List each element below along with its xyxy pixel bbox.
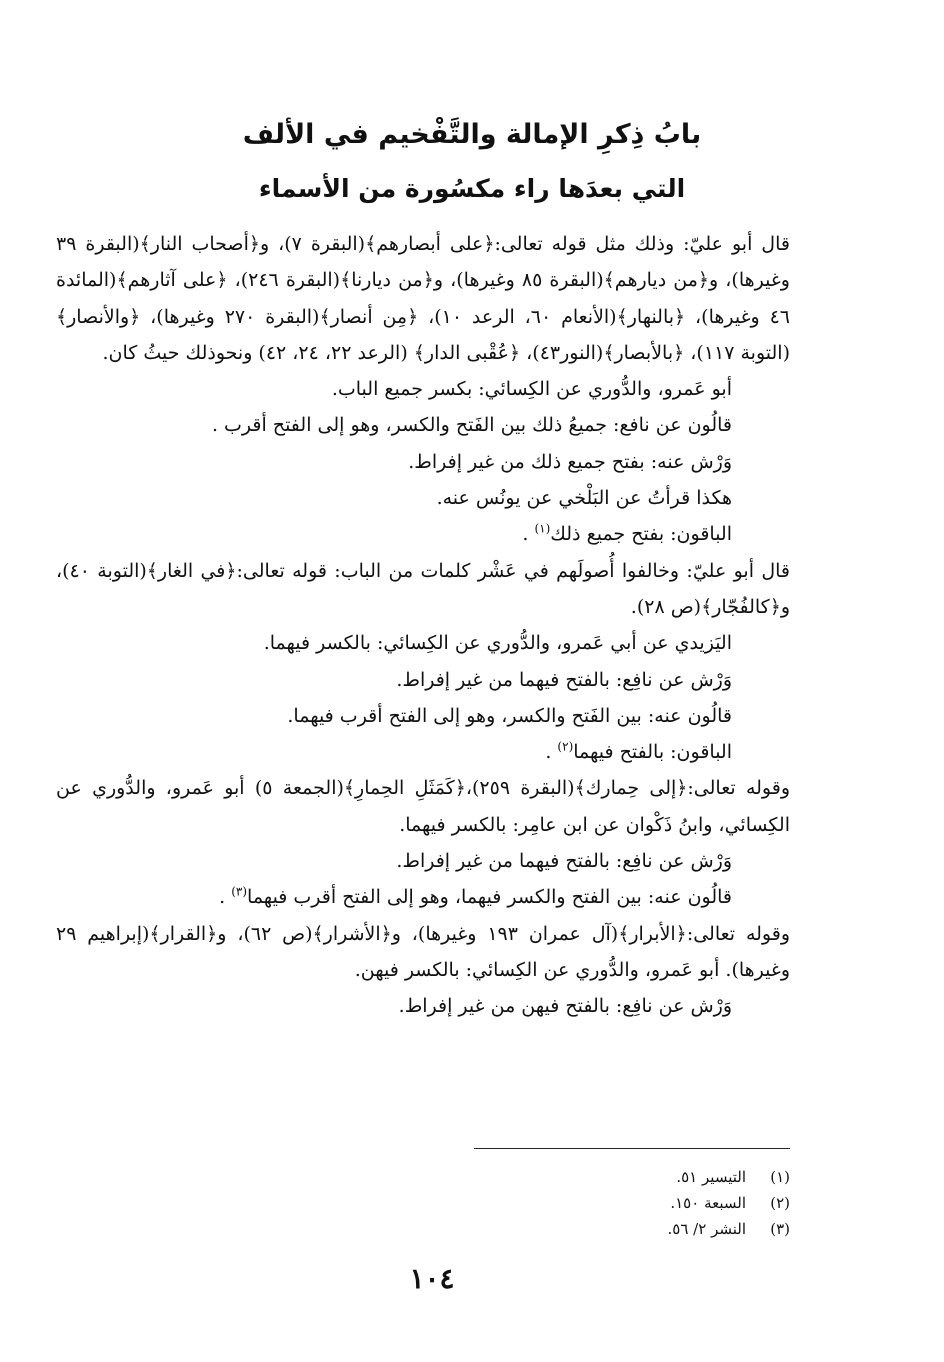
body-text: [56, 226, 790, 1025]
paragraph-tail: .: [545, 741, 558, 764]
footnote-number: (٣): [770, 1220, 790, 1238]
paragraph: [56, 843, 790, 879]
paragraph: [56, 226, 790, 371]
paragraph-text: الباقون: بفتح جميع ذلك: [550, 523, 732, 546]
paragraph: [56, 770, 790, 843]
paragraph: [56, 553, 790, 626]
chapter-subtitle: التي بعدَها راء مكسُورة من الأسماء: [258, 174, 686, 203]
paragraph-text: وقوله تعالى:﴿الأبرار﴾(آل عمران ١٩٣ وغيرها)، و﴿الأشرار﴾(ص ٦٢)، و﴿القرار﴾(إبراهيم ٢٩ وغيرها). أبو عَمرو، والدُّوري عن الكِسائي: بالكسر فيهن.: [56, 922, 790, 981]
footnote-marker: (٣): [231, 885, 248, 900]
paragraph: [56, 625, 790, 661]
paragraph-text: قالُون عن نافع: جميعُ ذلك بين الفَتح والكسر، وهو إلى الفتح أقرب .: [211, 414, 732, 437]
footnote-item: [290, 1164, 790, 1190]
paragraph-text: قال أبو عليّ: وذلك مثل قوله تعالى:﴿على أبصارهم﴾(البقرة ٧)، و﴿أصحاب النار﴾(البقرة ٣٩ وغيرها)، و﴿من ديارهم﴾(البقرة ٨٥ وغيرها)، و﴿من ديارنا﴾(البقرة ٢٤٦)، ﴿على آثارهم﴾(المائدة ٤٦ وغيرها)، ﴿بالنهار﴾(الأنعام ٦٠، الرعد ١٠)، ﴿مِن أنصار﴾(البقرة ٢٧٠ وغيرها)، ﴿والأنصار﴾(التوبة ١١٧)، ﴿بالأبصار﴾(النور٤٣)، ﴿عُقْبى الدار﴾ (الرعد ٢٢، ٢٤، ٤٢) ونحوذلك حيثُ كان.: [56, 233, 791, 364]
chapter-heading: [0, 108, 944, 216]
footnotes: [290, 1164, 790, 1242]
paragraph: [56, 916, 790, 989]
paragraph: [56, 407, 790, 443]
paragraph-text: وَرْش عن نافِع: بالفتح فيهما من غير إفراط.: [396, 668, 732, 691]
paragraph: [56, 480, 790, 516]
paragraph: [56, 879, 790, 915]
paragraph-text: قالُون عنه: بين الفتح والكسر فيهما، وهو إلى الفتح أقرب فيهما: [247, 886, 732, 909]
footnote-marker: (٢): [557, 739, 574, 754]
footnote-number: (٢): [770, 1194, 790, 1212]
chapter-title: بابُ ذِكرِ الإمالة والتَّفْخيم في الألف: [242, 119, 702, 150]
paragraph: [56, 444, 790, 480]
paragraph: [56, 988, 790, 1024]
footnote-number: (١): [770, 1168, 790, 1186]
footnote-marker: (١): [534, 522, 551, 537]
paragraph-text: وَرْش عن نافِع: بالفتح فيهما من غير إفراط.: [396, 850, 732, 873]
paragraph-text: قال أبو عليّ: وخالفوا أُصولَهم في عَشْر كلمات من الباب: قوله تعالى:﴿في الغار﴾(التوبة ٤٠)، و﴿كالفُجّار﴾(ص ٢٨).: [56, 559, 790, 618]
paragraph: [56, 734, 790, 770]
paragraph: [56, 516, 790, 552]
paragraph-text: وَرْش عنه: بفتح جميع ذلك من غير إفراط.: [408, 450, 732, 473]
paragraph-text: الباقون: بالفتح فيهما: [573, 741, 732, 764]
page-number: ١٠٤: [409, 1262, 455, 1295]
paragraph: [56, 662, 790, 698]
footnote-text: النشر ٢/ ٥٦.: [667, 1220, 746, 1238]
paragraph-tail: .: [219, 886, 232, 909]
paragraph: [56, 698, 790, 734]
footnote-divider: [474, 1148, 790, 1149]
paragraph-text: وَرْش عن نافِع: بالفتح فيهن من غير إفراط.: [398, 995, 732, 1018]
footnote-item: [290, 1190, 790, 1216]
paragraph-text: هكذا قرأتُ عن البَلْخي عن يونُس عنه.: [436, 487, 732, 510]
footnote-text: السبعة ١٥٠.: [670, 1194, 746, 1212]
footnote-text: التيسير ٥١.: [676, 1168, 746, 1186]
paragraph: [56, 371, 790, 407]
paragraph-text: قالُون عنه: بين الفَتح والكسر، وهو إلى الفتح أقرب فيهما.: [287, 704, 732, 727]
paragraph-text: وقوله تعالى:﴿إلى حِمارك﴾(البقرة ٢٥٩)،﴿كَمَثَلِ الحِمارِ﴾(الجمعة ٥) أبو عَمرو، والدُّوري عن الكِسائي، وابنُ ذَكْوان عن ابن عامِر: بالكسر فيهما.: [56, 777, 791, 836]
paragraph-text: أبو عَمرو، والدُّوري عن الكِسائي: بكسر جميع الباب.: [331, 378, 732, 401]
footnote-item: [290, 1216, 790, 1242]
paragraph-tail: .: [522, 523, 535, 546]
paragraph-text: اليَزيدي عن أبي عَمرو، والدُّوري عن الكِسائي: بالكسر فيهما.: [263, 632, 732, 655]
